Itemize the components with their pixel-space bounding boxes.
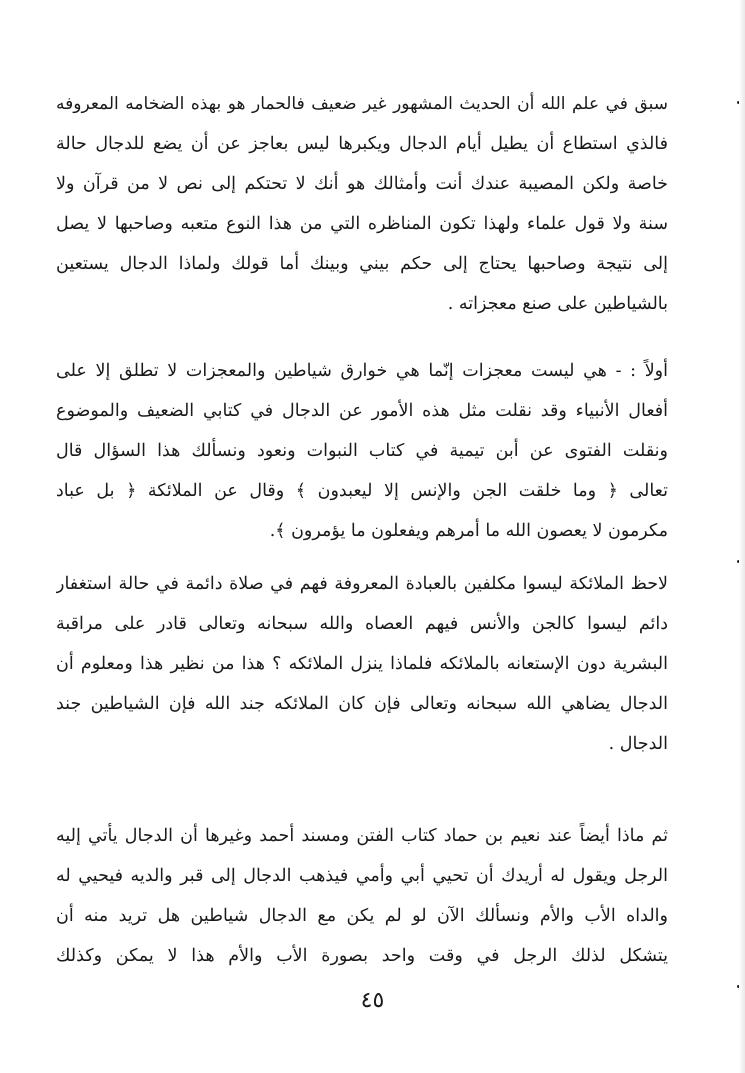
text-line: خاصة ولكن المصيبة عندك أنت وأمثالك هو أنك لا تحتكم إلى نص لا من قرآن ولا <box>56 174 668 194</box>
text-line: دائم ليسوا كالجن والأنس فيهم العصاه والله سبحانه وتعالى قادر على مراقبة <box>56 614 668 634</box>
text-line: ثم ماذا أيضاً عند نعيم بن حماد كتاب الفتن ومسند أحمد وغيرها أن الدجال يأتي إليه <box>56 826 668 846</box>
text-line: بالشياطين على صنع معجزاته . <box>447 294 668 314</box>
text-line: لاحظ الملائكة ليسوا مكلفين بالعبادة المعروفة فهم في صلاة دائمة في حالة استغفار <box>56 574 668 594</box>
text-line: مكرمون لا يعصون الله ما أمرهم ويفعلون ما يؤمرون ﴾. <box>269 521 668 541</box>
text-line: أفعال الأنبياء وقد نقلت مثل هذه الأمور عن الدجال في كتابي الضعيف والموضوع <box>56 401 668 421</box>
paragraph-4 <box>56 816 668 976</box>
text-line: الرجل ويقول له أريدك أن تحيي أبي وأمي فيذهب الدجال إلى قبر والديه فيحيي له <box>56 866 668 886</box>
text-line: يتشكل لذلك الرجل في وقت واحد بصورة الأب والأم هذا لا يمكن وكذلك <box>56 946 668 966</box>
text-line: الدجال . <box>608 734 668 754</box>
text-line: والداه الأب والأم ونسألك الآن لو لم يكن مع الدجال شياطين هل تريد منه أن <box>56 906 668 926</box>
text-line: سنة ولا قول علماء ولهذا تكون المناظره التي من هذا النوع متعبه وصاحبها لا يصل <box>56 214 668 234</box>
text-line: تعالى ﴿ وما خلقت الجن والإنس إلا ليعبدون ﴾ وقال عن الملائكة ﴿ بل عباد <box>56 481 668 501</box>
text-line: الدجال يضاهي الله سبحانه وتعالى فإن كان الملائكه جند الله فإن الشياطين جند <box>56 694 668 714</box>
text-line: سبق في علم الله أن الحديث المشهور غير ضعيف فالحمار هو بهذه الضخامه المعروفه <box>56 94 668 114</box>
text-line: البشرية دون الإستعانه بالملائكه فلماذا ينزل الملائكه ؟ هذا من نظير هذا ومعلوم أن <box>56 654 668 674</box>
paragraph-1 <box>56 84 668 324</box>
text-line: فالذي استطاع أن يطيل أيام الدجال ويكبرها ليس بعاجز عن أن يضع للدجال حالة <box>56 134 668 154</box>
text-line: أولاً : - هي ليست معجزات إنّما هي خوارق شياطين والمعجزات لا تطلق إلا على <box>56 361 668 381</box>
text-line: ونقلت الفتوى عن أبن تيمية في كتاب النبوات ونعود ونسألك هذا السؤال قال <box>56 441 668 461</box>
paragraph-2 <box>56 351 668 551</box>
paragraph-3 <box>56 564 668 764</box>
page-edge <box>739 0 745 1073</box>
page-number: ٤٥ <box>360 988 385 1013</box>
text-line: إلى نتيجة وصاحبها يحتاج إلى حكم بيني وبينك أما قولك ولماذا الدجال يستعين <box>56 254 668 274</box>
